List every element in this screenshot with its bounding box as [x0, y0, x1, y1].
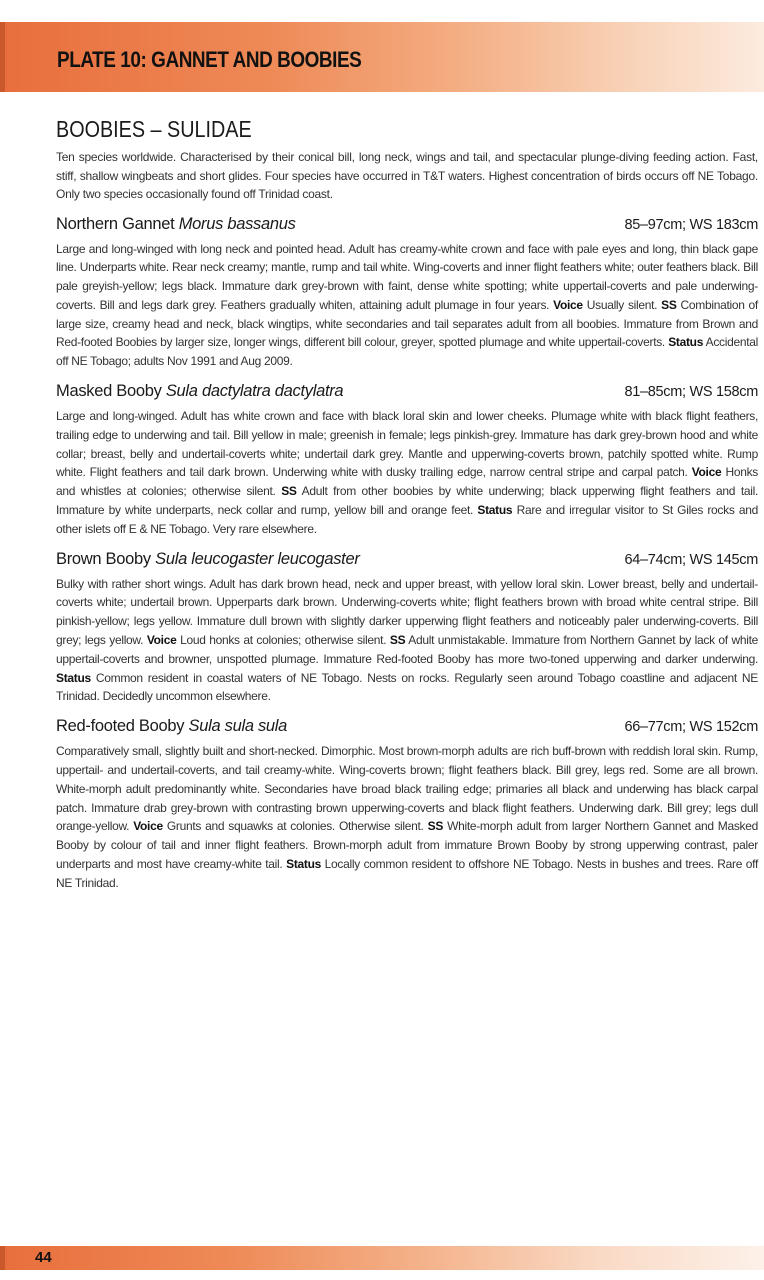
status-label: Status: [477, 503, 513, 518]
voice-label: Voice: [691, 465, 722, 480]
ss-label: SS: [427, 819, 444, 834]
species-size: 81–85cm; WS 158cm: [624, 384, 758, 401]
status-text: Rare and irregular visitor to St Giles rocks and other islets off E & NE Tobago. Very rare elsewhere.: [56, 503, 758, 536]
footer-band: [5, 1246, 764, 1270]
species-scientific-name: Sula sula sula: [188, 717, 288, 736]
status-label: Status: [56, 670, 91, 685]
page-content: [56, 112, 758, 893]
ss-text: Adult unmistakable. Immature from Northern Gannet by lack of white uppertail-coverts and browner, unspotted plumage. Immature Red-footed Booby has more two-toned upperwing and darker underwing.: [56, 633, 758, 666]
ss-text: Combination of large size, creamy head and neck, black wingtips, white secondaries and tail separates adult from all boobies. Immature from Brown and Red-footed Boobies by larger size, longer wings, different bill colour, greyer, spotted plumage and white uppertail-coverts.: [56, 297, 758, 350]
page-number: 44: [35, 1249, 52, 1266]
voice-label: Voice: [133, 819, 163, 834]
species-description: [56, 575, 758, 707]
description-text: Large and long-winged. Adult has white crown and face with black loral skin and lower cheeks. Plumage white with black flight feathers, trailing edge to underwing and tail. Bill yellow in male; greenish in female; legs pinkish-grey. Immature has dark grey-brown hood and white collar; breast, belly and undertail-coverts white; undertail dark grey. Mantle and upperwing-coverts brown, patchily spotted white. Rump white. Flight feathers and tail dark brown. Underwing white with dusky trailing edge, narrow central stripe and carpal patch.: [56, 409, 758, 480]
species-header: [56, 215, 758, 239]
species-header: [56, 550, 758, 574]
species-description: [56, 742, 758, 892]
description-text: Bulky with rather short wings. Adult has dark brown head, neck and upper breast, with yellow loral skin. Lower breast, belly and undertail-coverts white; undertail brown. Upperparts dark brown. Underwing-coverts white; flight feathers brown with broad white central stripe. Bill pinkish-yellow; legs yellow. Immature dull brown with slightly darker upperwing flight feathers and noticeably paler underwing-coverts. Bill grey; legs yellow.: [56, 576, 758, 648]
ss-text: White-morph adult from larger Northern Gannet and Masked Booby by colour of tail and inner flight feathers. Brown-morph adult from immature Brown Booby by strong upperwing contrast, paler underparts and most have creamy-white tail.: [56, 819, 758, 872]
voice-label: Voice: [146, 633, 177, 648]
species-common-name: Brown Booby: [56, 549, 151, 568]
family-intro: Ten species worldwide. Characterised by their conical bill, long neck, wings and tail, and spectacular plunge-diving feeding action. Fast, stiff, shallow wingbeats and short glides. Four species have occurred in T&T waters. Highest concentration of birds occurs off NE Tobago. Only two species occasionally found off Trinidad coast.: [56, 150, 758, 201]
status-text: Common resident in coastal waters of NE Tobago. Nests on rocks. Regularly seen around Tobago coastline and adjacent NE Trinidad. Decidedly uncommon elsewhere.: [56, 670, 758, 704]
status-text: Locally common resident to offshore NE Tobago. Nests in bushes and trees. Rare off NE Trinidad.: [56, 857, 758, 890]
header-band-edge: [0, 22, 5, 92]
species-common-name: Northern Gannet: [56, 214, 175, 233]
species-scientific-name: Morus bassanus: [178, 214, 296, 233]
status-text: Accidental off NE Tobago; adults Nov 1991 and Aug 2009.: [56, 335, 758, 369]
species-common-name: Red-footed Booby: [56, 717, 185, 736]
species-header: [56, 717, 758, 741]
species-name: [56, 215, 296, 234]
ss-text: Adult from other boobies by white underwing; black upperwing flight feathers and tail. Immature by white underparts, neck collar and rump, yellow bill and orange feet.: [56, 484, 758, 518]
species-description: [56, 407, 758, 539]
species-entry-brown-booby: [56, 550, 758, 707]
species-common-name: Masked Booby: [56, 382, 162, 401]
species-size: 66–77cm; WS 152cm: [624, 719, 758, 736]
status-label: Status: [668, 335, 704, 350]
voice-text: Loud honks at colonies; otherwise silent.: [180, 633, 387, 648]
voice-label: Voice: [553, 297, 583, 312]
footer-band-edge: [0, 1246, 5, 1270]
ss-label: SS: [389, 633, 406, 648]
voice-text: Grunts and squawks at colonies. Otherwise silent.: [166, 819, 424, 834]
voice-text: Usually silent.: [586, 297, 658, 312]
ss-label: SS: [281, 484, 297, 499]
species-name: [56, 382, 343, 401]
species-entry-northern-gannet: [56, 215, 758, 372]
species-name: [56, 717, 287, 736]
status-label: Status: [286, 857, 321, 872]
family-heading: BOOBIES – SULIDAE: [56, 116, 252, 142]
description-text: Large and long-winged with long neck and pointed head. Adult has creamy-white crown and face with pale eyes and long, thin black gape line. Underparts white. Rear neck creamy; mantle, rump and tail white. Wing-coverts and inner flight feathers white; outer feathers black. Bill pale greyish-yellow; legs black. Immature dark grey-brown with faint, dense white spotting; white uppertail-coverts and pale underwing-coverts. Bill and legs dark grey. Feathers gradually whiten, attaining adult plumage in four years.: [56, 241, 758, 312]
description-text: Comparatively small, slightly built and short-necked. Dimorphic. Most brown-morph adults are rich buff-brown with reddish loral skin. Rump, uppertail- and undertail-coverts, and tail creamy-white. Wing-coverts brown; flight feathers black. Bill grey, legs red. Some are all brown. White-morph adult predominantly white. Secondaries have broad black trailing edge; primaries all black and underwing has black carpal patch. Immature drab grey-brown with contrasting brown upperwing-coverts and black flight feathers. Underwing dark. Bill grey; legs dull orange-yellow.: [56, 744, 758, 834]
species-size: 64–74cm; WS 145cm: [624, 551, 758, 568]
species-entry-red-footed-booby: [56, 717, 758, 892]
species-scientific-name: Sula leucogaster leucogaster: [155, 549, 360, 568]
species-size: 85–97cm; WS 183cm: [624, 216, 758, 233]
plate-title: PLATE 10: GANNET AND BOOBIES: [57, 47, 362, 72]
species-header: [56, 382, 758, 406]
species-scientific-name: Sula dactylatra dactylatra: [165, 382, 344, 401]
species-description: [56, 240, 758, 372]
species-entry-masked-booby: [56, 382, 758, 539]
ss-label: SS: [661, 297, 677, 312]
species-name: [56, 550, 360, 569]
voice-text: Honks and whistles at colonies; otherwise silent.: [56, 465, 758, 499]
